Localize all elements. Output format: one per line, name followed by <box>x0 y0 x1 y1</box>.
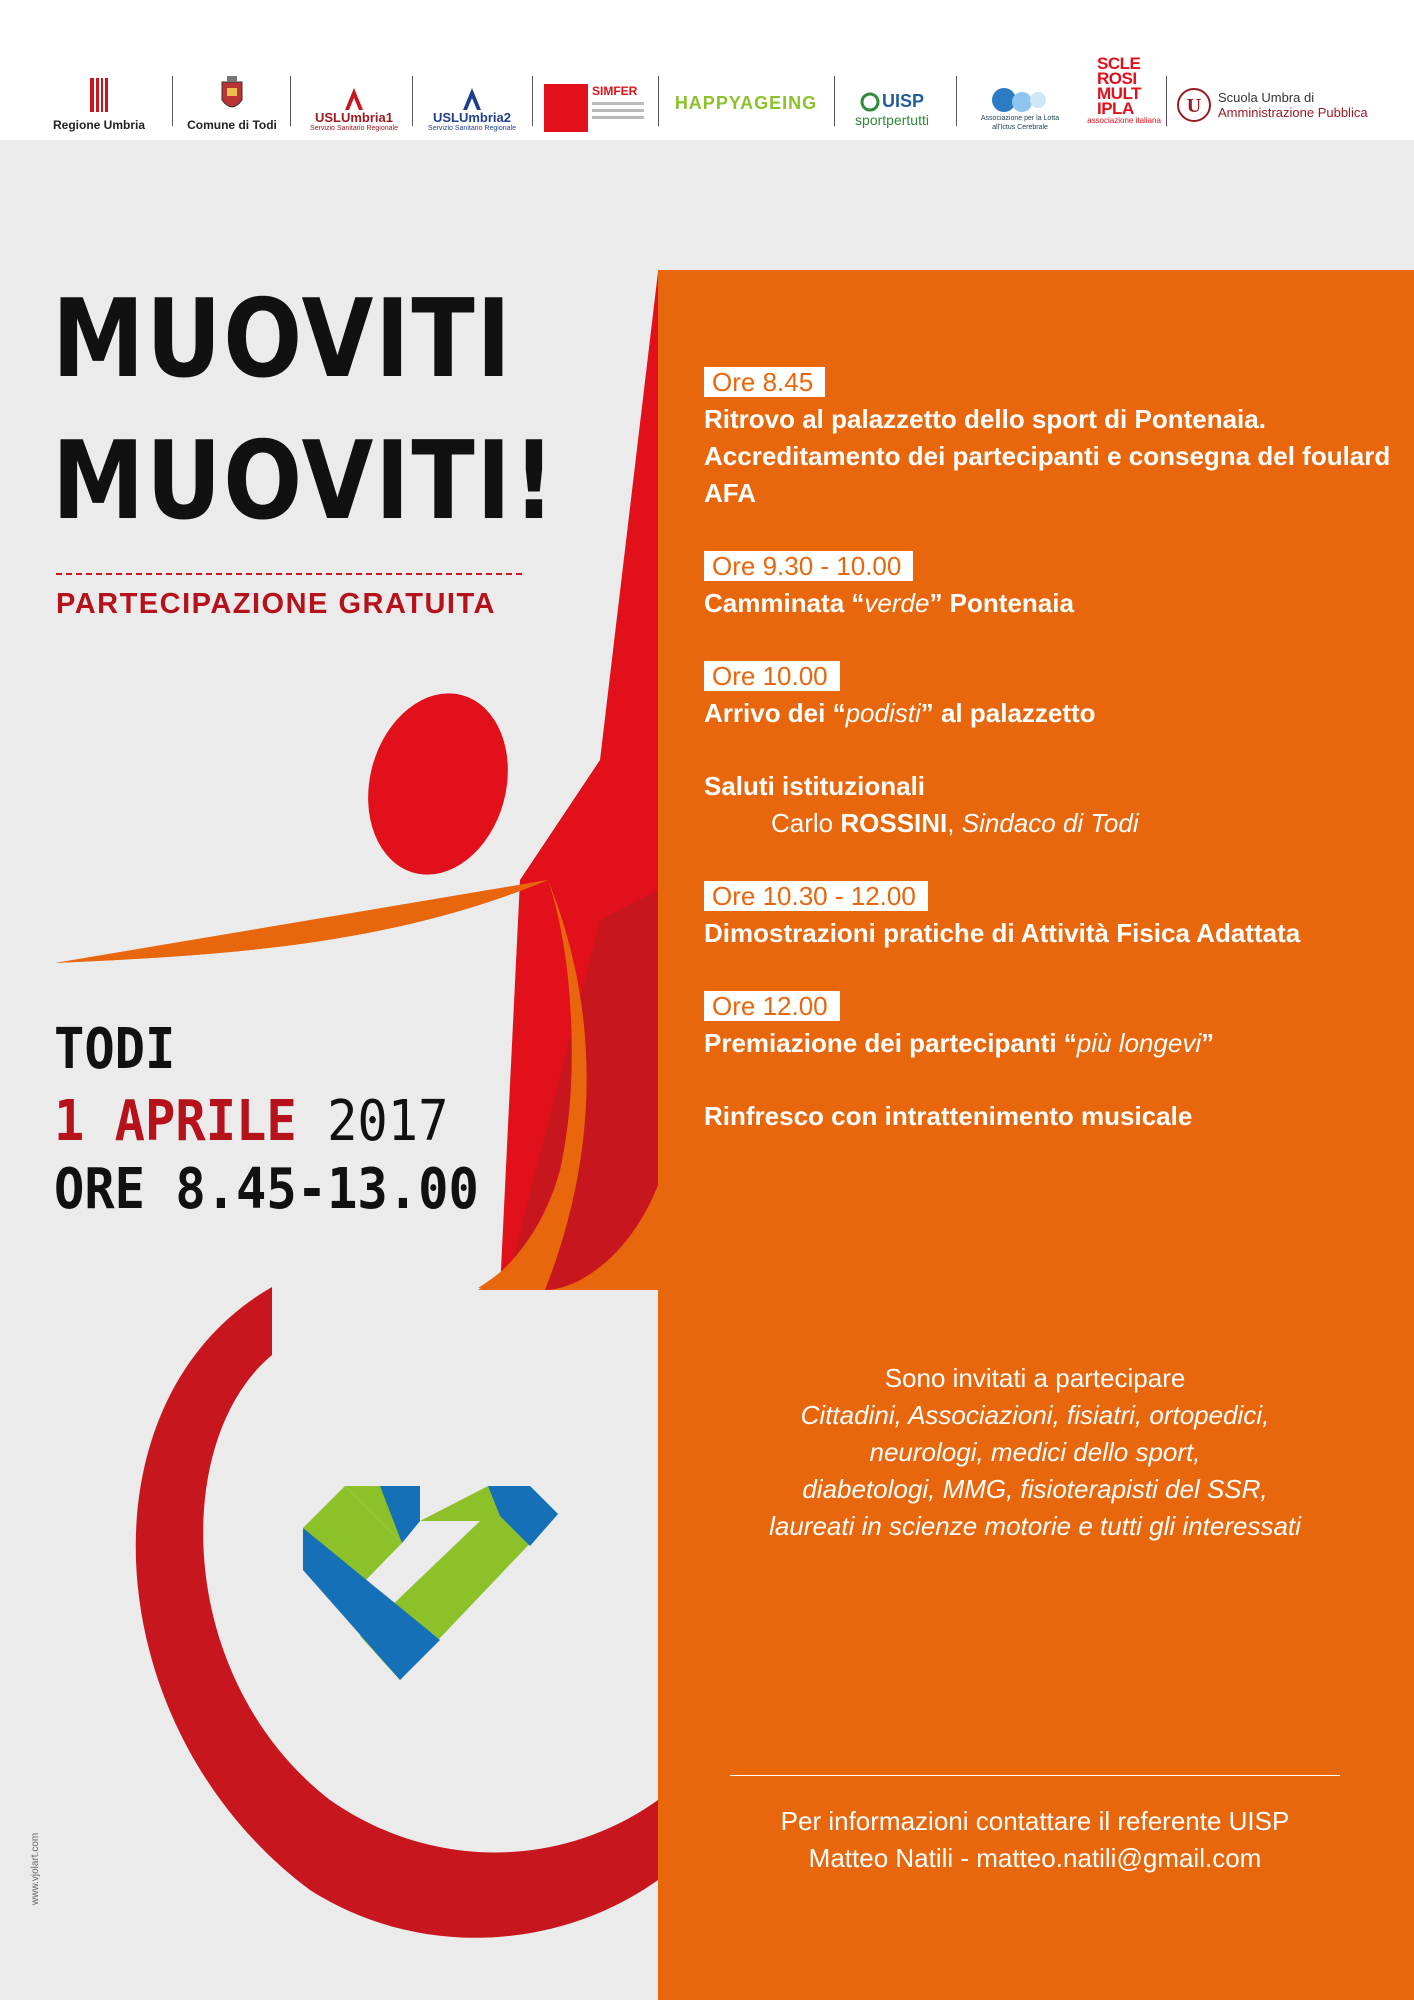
event-date-year: 2017 <box>327 1089 449 1154</box>
heart-icon <box>303 1486 558 1680</box>
program-text: Dimostrazioni pratiche di Attività Fisica Adattata <box>704 918 1301 948</box>
program-item <box>704 988 1394 1062</box>
regione-umbria-label: Regione Umbria <box>52 118 145 132</box>
credit-text: www.vjolart.com <box>30 1832 41 1905</box>
invite-line: Cittadini, Associazioni, fisiatri, ortopedici, <box>800 1400 1270 1430</box>
contact-line-1: Per informazioni contattare il referente UISP <box>780 1806 1290 1836</box>
orange-arm-edge <box>55 880 576 1288</box>
title-line-2: MUOVITI! <box>52 419 557 544</box>
usl1-sublabel: Servizio Sanitario Regionale <box>310 125 398 132</box>
contact-line-2: Matteo Natili - matteo.natili@gmail.com <box>808 1843 1262 1873</box>
subtitle: PARTECIPAZIONE GRATUITA <box>56 588 496 620</box>
program-time: Ore 9.30 - 10.00 <box>704 551 913 581</box>
greetings-title: Saluti istituzionali <box>704 771 926 801</box>
program-time: Ore 10.30 - 12.00 <box>704 881 928 911</box>
program-text-emphasis: verde <box>864 588 930 618</box>
simfer-label: SIMFER <box>592 84 638 98</box>
scuola-umbra-sublabel: Amministrazione Pubblica <box>1218 105 1368 120</box>
usl2-sublabel: Servizio Sanitario Regionale <box>428 125 516 132</box>
invite-line: diabetologi, MMG, fisioterapisti del SSR, <box>802 1474 1268 1504</box>
usl2-label: USLUmbria2 <box>432 110 512 125</box>
usl1-label: USLUmbria1 <box>314 110 394 125</box>
invite-block <box>690 1360 1380 1545</box>
contact-block <box>690 1803 1380 1877</box>
happy-ageing-label: HAPPYAGEING <box>674 93 818 113</box>
invite-line: laureati in scienze motorie e tutti gli interessati <box>769 1511 1301 1541</box>
program-text <box>704 695 1394 732</box>
program-text-part: ” al palazzetto <box>920 698 1096 728</box>
program-time: Ore 8.45 <box>704 367 825 397</box>
program-text-emphasis: podisti <box>845 698 921 728</box>
program-text-part: ” Pontenaia <box>929 588 1074 618</box>
program <box>704 364 1394 1135</box>
program-item <box>704 658 1394 732</box>
program-item <box>704 878 1394 952</box>
program-text: Ritrovo al palazzetto dello sport di Pontenaia. Accreditamento dei partecipanti e consegna del foulard AFA <box>704 404 1391 508</box>
program-text-part: Arrivo dei “ <box>704 698 846 728</box>
program-text-part: ” <box>1201 1028 1215 1058</box>
dashed-divider <box>56 573 522 575</box>
program-text <box>704 1025 1394 1062</box>
alice-label: Associazione per la Lotta all'Ictus Cerebrale <box>980 115 1060 131</box>
svg-text:U: U <box>1186 95 1202 117</box>
invite-line: neurologi, medici dello sport, <box>869 1437 1201 1467</box>
contact-divider <box>730 1775 1340 1776</box>
program-item <box>704 548 1394 622</box>
sclerosi-label: SCLE ROSI MULT IPLA <box>1097 54 1141 118</box>
refreshment: Rinfresco con intrattenimento musicale <box>704 1101 1193 1131</box>
event-place: TODI <box>54 1017 176 1082</box>
program-text-part: Camminata “ <box>704 588 865 618</box>
program-text-part: Premiazione dei partecipanti “ <box>704 1028 1077 1058</box>
speaker-first-name: Carlo <box>771 808 834 838</box>
comune-di-todi-label: Comune di Todi <box>187 118 277 132</box>
event-hours: ORE 8.45-13.00 <box>54 1157 479 1222</box>
sclerosi-sublabel: associazione italiana <box>1087 116 1161 125</box>
invite-intro: Sono invitati a partecipare <box>884 1363 1186 1393</box>
program-text-emphasis: più longevi <box>1076 1028 1202 1058</box>
event-date <box>54 1089 449 1154</box>
uisp-sublabel: sportpertutti <box>855 112 929 128</box>
speaker-last-name: ROSSINI <box>840 808 948 838</box>
greetings <box>704 768 1394 842</box>
speaker-separator: , <box>947 808 955 838</box>
greetings-speaker <box>704 805 1394 842</box>
figure-head <box>349 678 528 891</box>
scuola-umbra-label: Scuola Umbra di <box>1218 90 1315 105</box>
speaker-role: Sindaco di Todi <box>961 808 1139 838</box>
program-text <box>704 585 1394 622</box>
program-time: Ore 10.00 <box>704 661 840 691</box>
title-line-1: MUOVITI <box>52 277 513 402</box>
program-time: Ore 12.00 <box>704 991 840 1021</box>
program-item <box>704 364 1394 512</box>
uisp-label: UISP <box>881 91 924 111</box>
event-date-day: 1 APRILE <box>54 1089 297 1154</box>
